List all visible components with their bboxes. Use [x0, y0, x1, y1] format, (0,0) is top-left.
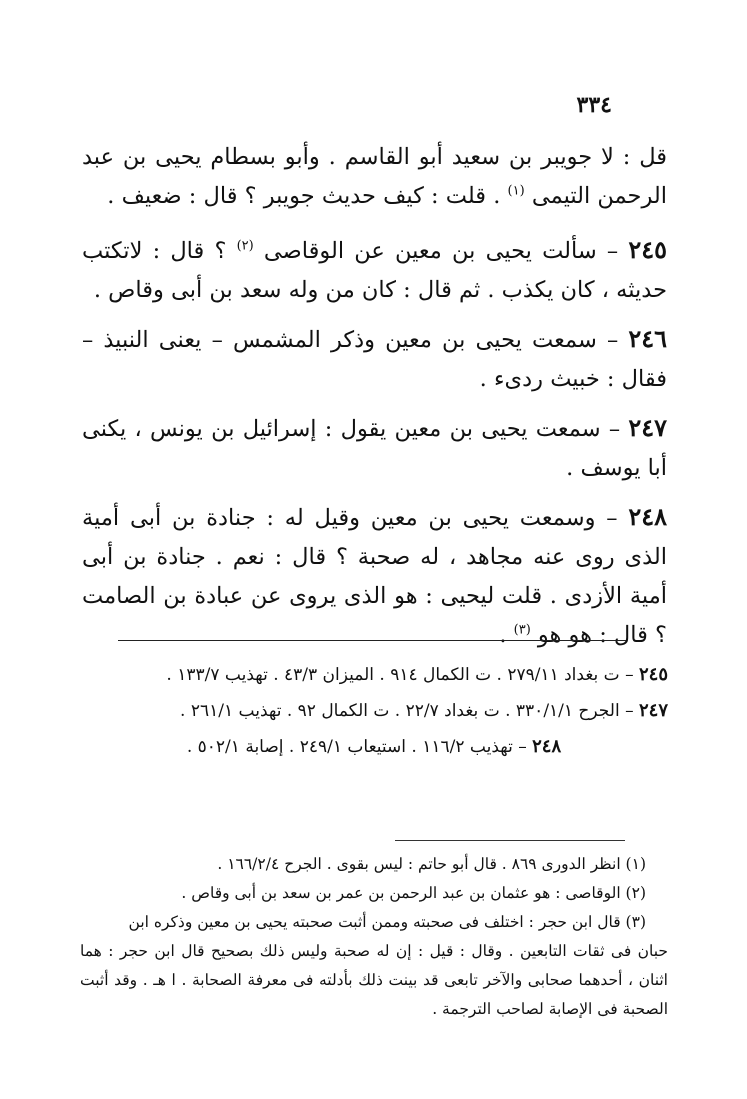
entry-number: ٢٤٨	[628, 502, 667, 531]
paragraph-245	[82, 230, 667, 310]
source-245	[80, 660, 668, 690]
page-number: ٣٣٤	[576, 92, 612, 118]
paragraph-text: – سمعت يحيى بن معين يقول : إسرائيل بن يونس ، يكنى أبا يوسف .	[82, 416, 667, 481]
source-248	[80, 732, 668, 762]
footnote-ref: (٢)	[236, 238, 254, 254]
footnote-3-continued: حبان فى ثقات التابعين . وقال : قيل : إن له صحبة وليس ذلك بصحيح قال ابن حجر : هما اثنان ، أحدهما صحابى والآخر تابعى قد بينت ذلك بأدلته فى معرفة الصحابة . ا هـ . وقد أثبت الصحبة فى الإصابة لصاحب الترجمة .	[80, 942, 668, 1018]
paragraph-intro	[82, 138, 667, 216]
entry-number: ٢٤٦	[628, 324, 667, 353]
entry-number: ٢٤٥	[628, 235, 668, 264]
paragraph-text: – سألت يحيى بن معين عن الوقاصى	[253, 238, 629, 264]
paragraph-text: – وسمعت يحيى بن معين وقيل له : جنادة بن أبى أمية الذى روى عنه مجاهد ، له صحبة ؟ قال : نعم . جنادة بن أبى أمية الأزدى . قلت ليحيى : هو الذى يروى عن عبادة بن الصامت ؟ قال : هو هو	[82, 505, 667, 648]
paragraph-tail: .	[499, 622, 514, 648]
source-text: – ت بغداد ٢٧٩/١١ . ت الكمال ٩١٤ . الميزان ٤٣/٣ . تهذيب ١٣٣/٧ .	[166, 665, 639, 685]
footnote-1: (١) انظر الدورى ٨٦٩ . قال أبو حاتم : ليس بقوى . الجرح ١٦٦/٢/٤ .	[217, 855, 646, 873]
sources-section	[80, 660, 668, 768]
paragraph-tail: ؟ قال : لاتكتب حديثه ، كان يكذب . ثم قال : كان من وله سعد بن أبى وقاص .	[82, 238, 667, 303]
paragraph-text: قل : لا جويبر بن سعيد أبو القاسم . وأبو بسطام يحيى بن عبد الرحمن التيمى	[82, 144, 667, 209]
main-text	[82, 138, 667, 664]
entry-number: ٢٤٥	[638, 664, 668, 685]
paragraph-247	[82, 408, 667, 488]
footnote-2: (٢) الوقاصى : هو عثمان بن عبد الرحمن بن عمر بن سعد بن أبى وقاص .	[181, 884, 646, 902]
paragraph-tail: . قلت : كيف حديث جويبر ؟ قال : ضعيف .	[107, 183, 508, 209]
footnote-divider	[395, 840, 625, 841]
footnote-ref: (١)	[507, 183, 525, 199]
footnotes-section	[80, 850, 668, 1024]
entry-number: ٢٤٨	[532, 736, 562, 757]
footnote-ref: (٣)	[513, 622, 531, 638]
source-247	[80, 696, 668, 726]
paragraph-text: – سمعت يحيى بن معين وذكر المشمس – يعنى النبيذ – فقال : خبيث ردىء .	[82, 327, 667, 392]
paragraph-246	[82, 319, 667, 399]
entry-number: ٢٤٧	[628, 413, 667, 442]
section-divider	[118, 640, 626, 641]
footnote-3: (٣) قال ابن حجر : اختلف فى صحبته وممن أثبت صحبته يحيى بن معين وذكره ابن	[128, 913, 646, 931]
paragraph-248	[82, 497, 667, 655]
source-text: – الجرح ٣٣٠/١/١ . ت بغداد ٢٢/٧ . ت الكمال ٩٢ . تهذيب ٢٦١/١ .	[180, 701, 639, 721]
source-text: – تهذيب ١١٦/٢ . استيعاب ٢٤٩/١ . إصابة ٥٠٢/١ .	[186, 737, 533, 757]
entry-number: ٢٤٧	[638, 700, 668, 721]
